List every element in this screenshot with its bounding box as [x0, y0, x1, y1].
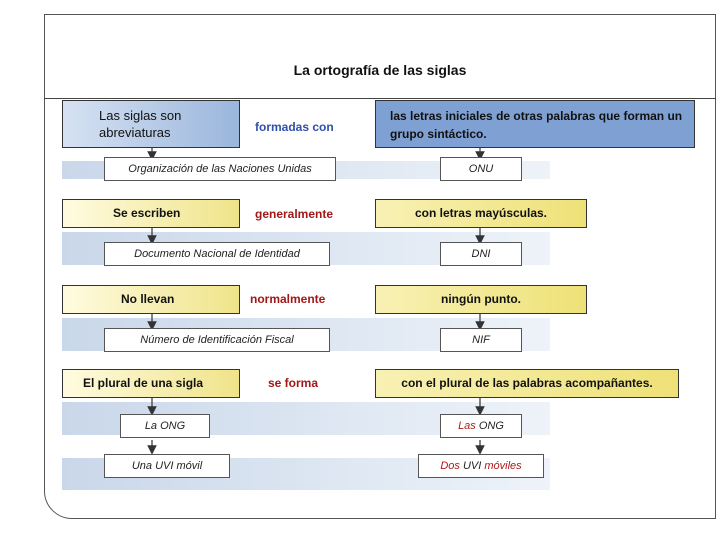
example-right: ONU: [440, 157, 522, 181]
example-left: La ONG: [120, 414, 210, 438]
plural-article: Las: [458, 420, 476, 432]
connector-generalmente: generalmente: [255, 207, 334, 221]
example-left: Documento Nacional de Identidad: [104, 242, 330, 266]
definition-right-box: las letras iniciales de otras palabras que forman un grupo sintáctico.: [375, 100, 695, 148]
definition-box: Las siglas son abreviaturas: [62, 100, 240, 148]
rule-right-box: ningún punto.: [375, 285, 587, 314]
example-right: NIF: [440, 328, 522, 352]
example-left: Una UVI móvil: [104, 454, 230, 478]
rule-box: No llevan: [62, 285, 240, 314]
rule-right-box: con letras mayúsculas.: [375, 199, 587, 228]
example-right: Dos UVI móviles: [418, 454, 544, 478]
plural-number: Dos: [440, 460, 460, 472]
example-left: Organización de las Naciones Unidas: [104, 157, 336, 181]
connector-formadas: formadas con: [255, 120, 334, 134]
rule-right-box: con el plural de las palabras acompañantes.: [375, 369, 679, 398]
page-title: La ortografía de las siglas: [293, 62, 467, 78]
rule-box: El plural de una sigla: [62, 369, 240, 398]
connector-normalmente: normalmente: [250, 292, 326, 306]
example-right: DNI: [440, 242, 522, 266]
plural-adjective: móviles: [484, 460, 522, 472]
rule-box: Se escriben: [62, 199, 240, 228]
example-left: Número de Identificación Fiscal: [104, 328, 330, 352]
connector-se-forma: se forma: [268, 376, 319, 390]
example-right: Las ONG: [440, 414, 522, 438]
